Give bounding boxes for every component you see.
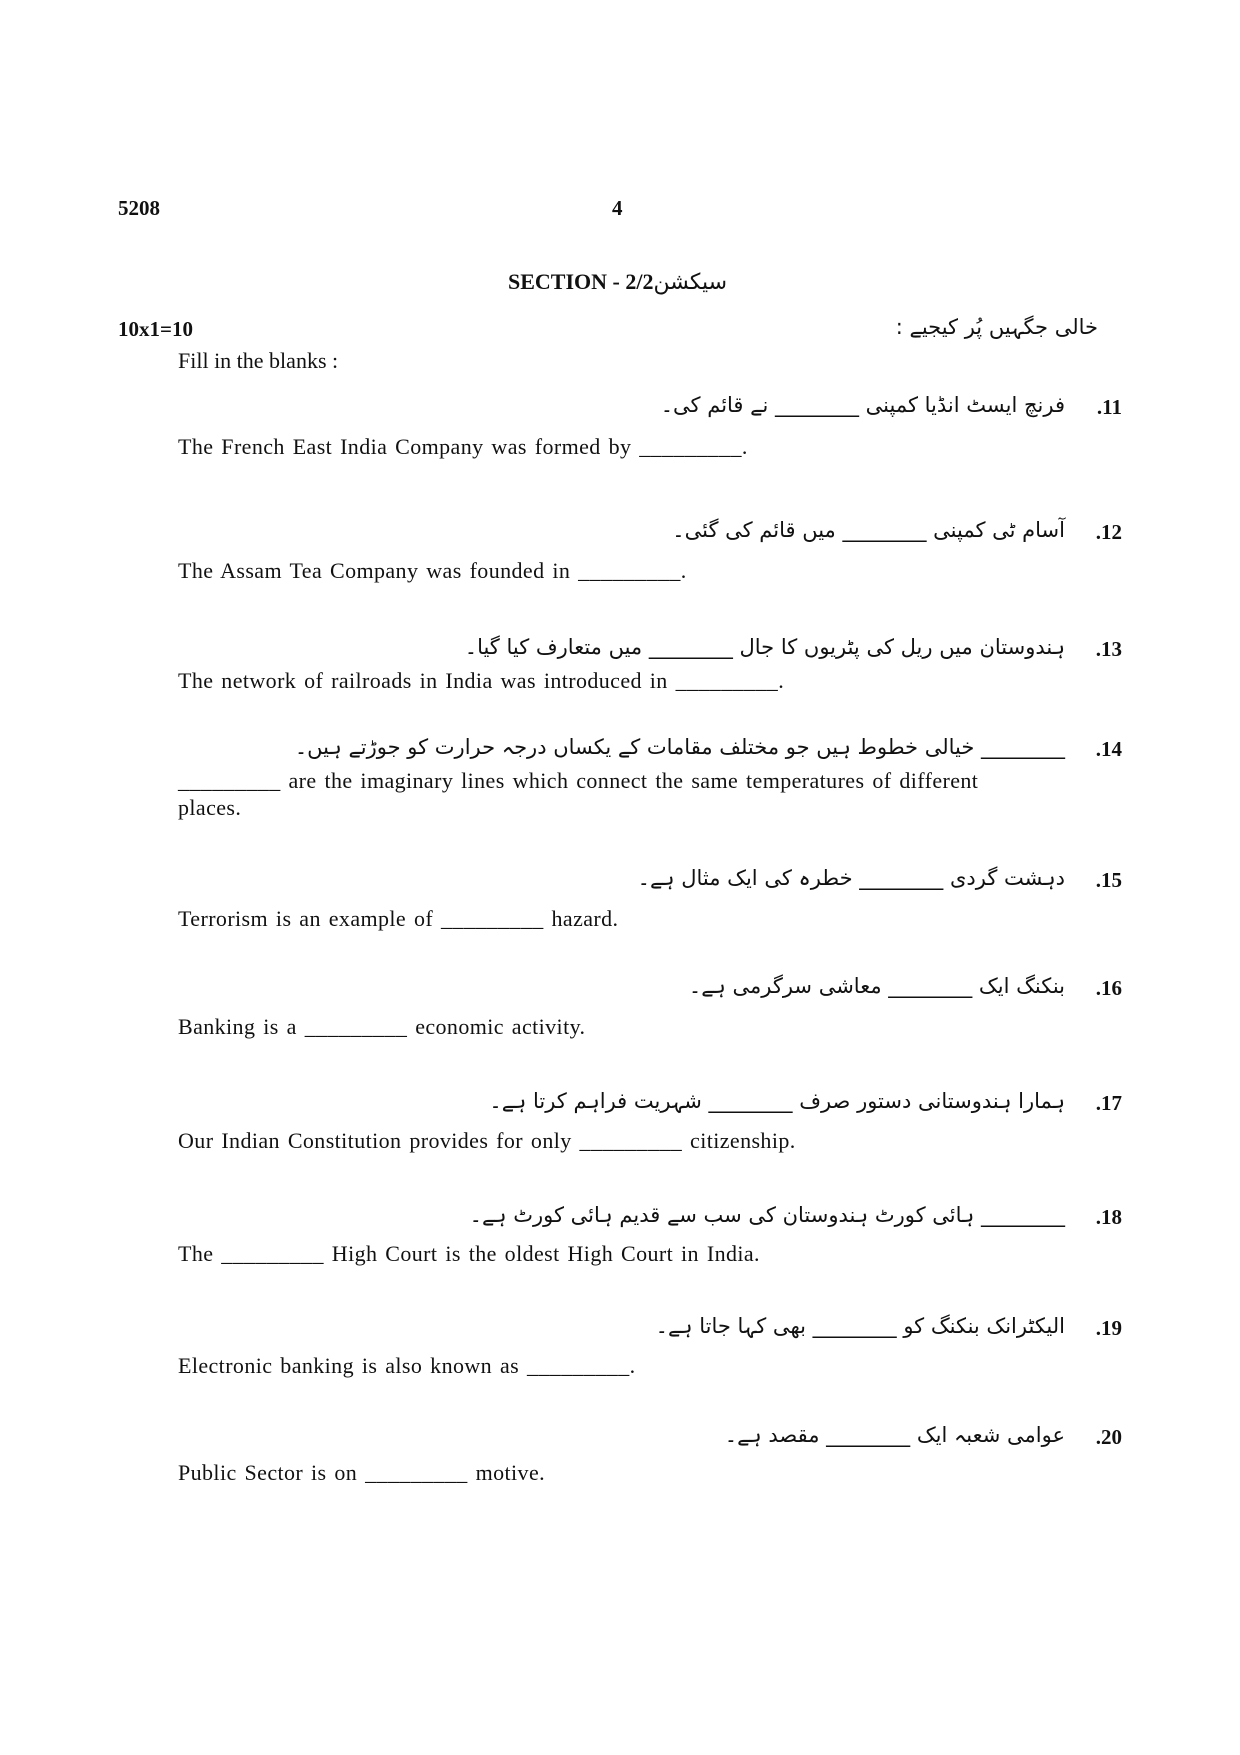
question-number: .20 [1095, 1425, 1122, 1449]
question-english: Public Sector is on _________ motive. [178, 1460, 546, 1485]
question-english: Electronic banking is also known as _________. [178, 1353, 636, 1378]
question-urdu: الیکٹرانک بنکنگ کو ________ بھی کہا جاتا ہے۔ [655, 1314, 1065, 1338]
instructions-english: Fill in the blanks : [178, 348, 339, 373]
question-english: The _________ High Court is the oldest High Court in India. [178, 1241, 760, 1266]
marks-allocation: 10x1=10 [118, 317, 193, 341]
question-urdu: ہندوستان میں ریل کی پٹریوں کا جال ________ میں متعارف کیا گیا۔ [464, 635, 1065, 659]
question-english: Terrorism is an example of _________ hazard. [178, 906, 619, 931]
question-urdu: عوامی شعبہ ایک ________ مقصد ہے۔ [724, 1423, 1065, 1447]
question-english: The network of railroads in India was introduced in _________. [178, 668, 785, 693]
question-english: Banking is a _________ economic activity. [178, 1014, 586, 1039]
question-number: .12 [1095, 520, 1122, 544]
question-urdu: ہمارا ہندوستانی دستور صرف ________ شہریت فراہم کرتا ہے۔ [489, 1089, 1065, 1113]
question-english: The Assam Tea Company was founded in _________. [178, 558, 687, 583]
question-urdu: ________ خیالی خطوط ہیں جو مختلف مقامات کے یکساں درجہ حرارت کو جوڑتے ہیں۔ [294, 735, 1065, 759]
question-number: .11 [1096, 395, 1122, 419]
instructions-urdu: خالی جگہیں پُر کیجیے : [895, 315, 1098, 339]
question-number: .19 [1095, 1316, 1122, 1340]
question-number: .17 [1095, 1091, 1122, 1115]
section-title [508, 269, 727, 295]
question-english: The French East India Company was formed by _________. [178, 434, 748, 459]
question-urdu: آسام ٹی کمپنی ________ میں قائم کی گئی۔ [672, 518, 1065, 542]
question-english: Our Indian Constitution provides for only _________ citizenship. [178, 1128, 796, 1153]
question-urdu: دہشت گردی ________ خطرہ کی ایک مثال ہے۔ [637, 866, 1065, 890]
question-urdu: بنکنگ ایک ________ معاشی سرگرمی ہے۔ [688, 974, 1065, 998]
question-number: .16 [1095, 976, 1122, 1000]
question-number: .18 [1095, 1205, 1122, 1229]
question-number: .13 [1095, 637, 1122, 661]
question-number: .14 [1095, 737, 1122, 761]
paper-code: 5208 [118, 196, 160, 220]
section-title-en: SECTION - 2/2 [508, 269, 654, 294]
question-urdu: ________ ہائی کورٹ ہندوستان کی سب سے قدیم ہائی کورٹ ہے۔ [469, 1203, 1065, 1227]
question-number: .15 [1095, 868, 1122, 892]
section-title-ur: سیکشن [653, 270, 728, 295]
question-english: _________ are the imaginary lines which connect the same temperatures of different places. [178, 768, 979, 820]
page-number: 4 [612, 196, 623, 220]
question-urdu: فرنچ ایسٹ انڈیا کمپنی ________ نے قائم کی۔ [660, 393, 1065, 417]
